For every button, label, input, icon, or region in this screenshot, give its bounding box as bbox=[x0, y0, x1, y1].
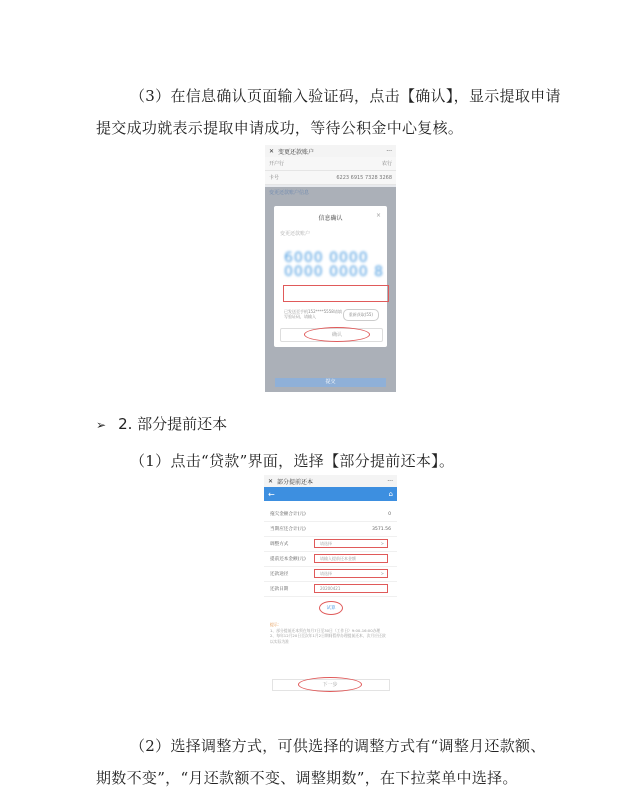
back-arrow-icon[interactable]: ← bbox=[268, 489, 275, 499]
confirm-button[interactable]: 确认 bbox=[304, 327, 370, 342]
chevron-right-icon: > bbox=[380, 571, 384, 576]
paragraph-step3-line1: （3）在信息确认页面输入验证码，点击【确认】，显示提取申请 bbox=[130, 87, 561, 105]
paragraph-step2-line1: （2）选择调整方式，可供选择的调整方式有“调整月还款额、 bbox=[130, 737, 546, 755]
form-row: 当期应还合计(元) 3571.56 bbox=[264, 522, 397, 537]
next-button[interactable]: 下一步 bbox=[298, 677, 362, 692]
adjust-method-select[interactable]: 请选择 > bbox=[314, 539, 388, 548]
screen-title: 变更还款账户 bbox=[278, 148, 315, 156]
form-row: 提前还本金额(元) 请输入提前还本金额 bbox=[264, 552, 397, 567]
paragraph-step3-line2: 提交成功就表示提取申请成功，等待公积金中心复核。 bbox=[96, 119, 464, 137]
dialog-subtitle: 变更还款账户 bbox=[280, 231, 311, 237]
paragraph-step3 bbox=[96, 80, 566, 144]
form-row: 拖欠金额合计(元) 0 bbox=[264, 507, 397, 522]
screenshot-info-confirm bbox=[265, 145, 396, 392]
close-icon[interactable]: ✕ bbox=[268, 477, 274, 485]
screenshot-partial-prepayment bbox=[264, 475, 397, 697]
tips-text: 提示： 1、部分提前还本须在每月7日至30日（工作日）9:00-16:00办理 2、每年12月20日至次年1月2日期间暂停办理提前还本，次月应还款以实际为准 bbox=[270, 622, 386, 644]
chevron-right-icon: > bbox=[380, 541, 384, 546]
dialog-close-icon[interactable]: × bbox=[375, 212, 381, 219]
form-row: 调整方式 请选择 > bbox=[264, 537, 397, 552]
paragraph-step1 bbox=[96, 445, 566, 477]
home-icon[interactable]: ⌂ bbox=[388, 490, 393, 498]
section-heading bbox=[96, 412, 227, 437]
more-icon[interactable]: ··· bbox=[387, 477, 393, 485]
paragraph-step2 bbox=[96, 730, 566, 794]
repayment-channel-select[interactable]: 请选择 > bbox=[314, 569, 388, 578]
paragraph-step2-line2: 期数不变”，“月还款额不变、调整期数”，在下拉菜单中选择。 bbox=[96, 769, 518, 787]
confirm-dialog bbox=[274, 206, 387, 347]
close-icon[interactable]: ✕ bbox=[269, 147, 275, 155]
nav-bar bbox=[264, 487, 397, 501]
screen-title: 部分提前还本 bbox=[277, 478, 314, 486]
card-number-blurred: 6000 0000 0000 0000 8 bbox=[284, 250, 385, 280]
sms-hint: 已发送至手机152****5558请填写验证码，请输入 bbox=[284, 309, 342, 319]
arrow-bullet-icon: ➢ bbox=[96, 418, 107, 432]
resend-code-button[interactable]: 重新获取(55) bbox=[343, 309, 379, 321]
info-row: 开户行 农行 bbox=[265, 157, 396, 171]
form-row: 还款途径 请选择 > bbox=[264, 567, 397, 582]
dialog-title: 信息确认 bbox=[318, 215, 343, 222]
section-heading-text: 2. 部分提前还本 bbox=[118, 415, 228, 433]
calculate-button[interactable]: 试算 bbox=[319, 601, 343, 615]
repayment-date-field[interactable]: 20200421 bbox=[314, 584, 388, 593]
paragraph-step1-line1: （1）点击“贷款”界面，选择【部分提前还本】。 bbox=[130, 452, 455, 470]
form-row: 还款日期 20200421 bbox=[264, 582, 397, 597]
submit-button[interactable]: 提交 bbox=[275, 378, 386, 387]
more-icon[interactable]: ··· bbox=[386, 147, 392, 155]
prepayment-amount-input[interactable]: 请输入提前还本金额 bbox=[314, 554, 388, 563]
info-row: 卡号 6223 6915 7328 3268 bbox=[265, 171, 396, 185]
verification-code-input[interactable] bbox=[283, 285, 389, 302]
